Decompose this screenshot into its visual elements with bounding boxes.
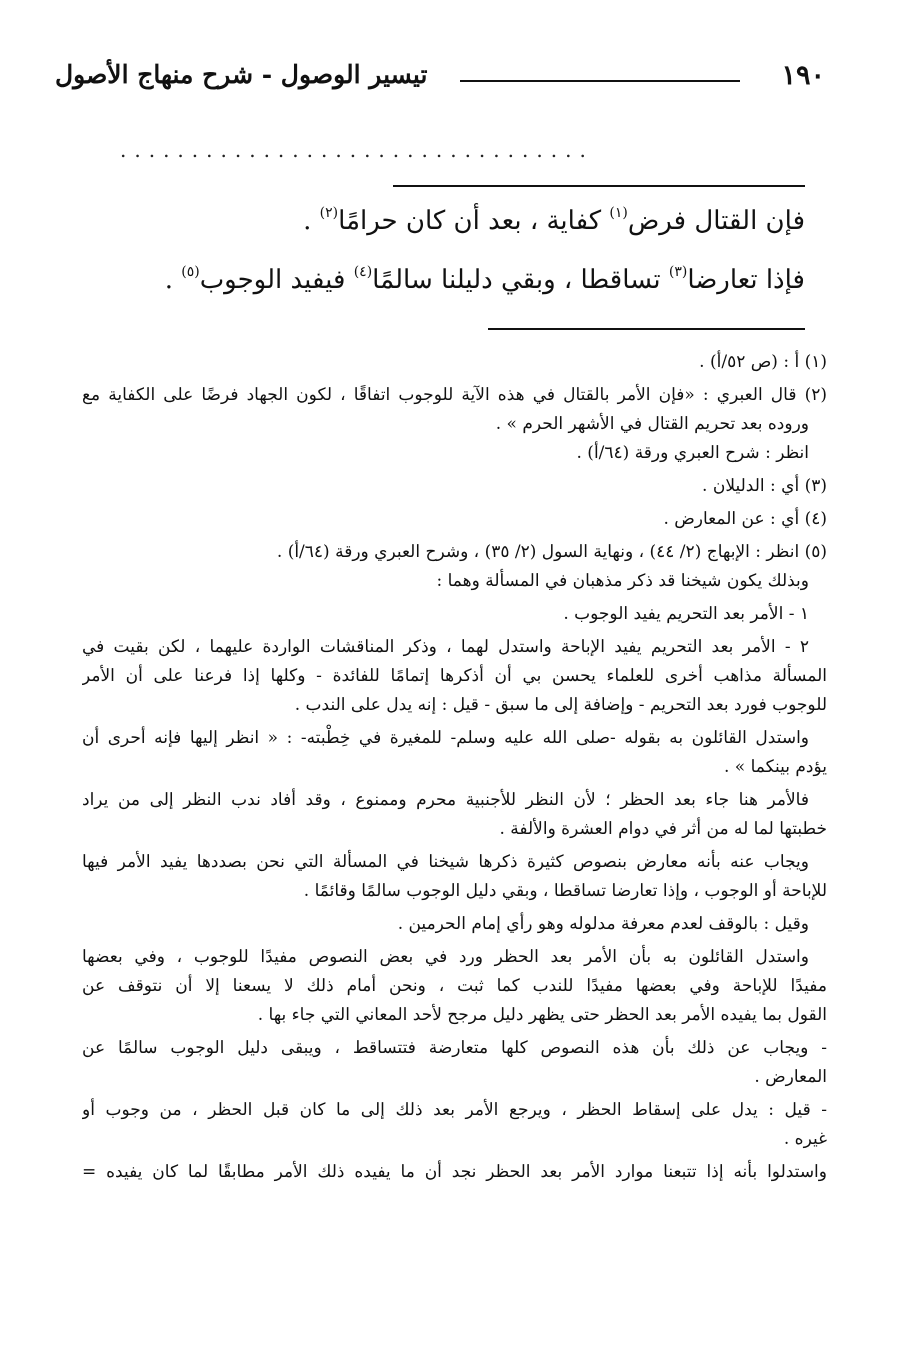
footnote-line: (٣) أي : الدليلان . (702, 476, 827, 496)
footnote-marker-4: (٤) (353, 264, 373, 280)
footnote-line: المعارض . (754, 1067, 827, 1087)
main-text-segment: . (164, 265, 182, 295)
main-text-segment: فيفيد الوجوب (199, 265, 354, 295)
main-text-line-2 (85, 264, 805, 295)
footnote-line: غيره . (783, 1129, 827, 1149)
footnote-line: ١ - الأمر بعد التحريم يفيد الوجوب . (563, 604, 809, 624)
page-header (55, 58, 825, 98)
main-text-line-1 (85, 205, 805, 236)
footnote-line: - قيل : يدل على إسقاط الحظر ، ويرجع الأمر بعد ذلك إلى ما كان قبل الحظر ، من وجوب أو (82, 1100, 827, 1120)
footnote-line: (٤) أي : عن المعارض . (663, 509, 827, 529)
footnote-line: للوجوب فورد بعد التحريم - وإضافة إلى ما سبق - قيل : إنه يدل على الندب . (294, 695, 827, 715)
main-text-segment: فإذا تعارضا (687, 265, 805, 295)
main-text-segment: كفاية ، بعد أن كان حرامًا (338, 206, 610, 236)
main-text-segment: . (303, 206, 320, 236)
page-number: ١٩٠ (781, 60, 825, 91)
footnote-line: المسألة مذاهب أخرى للعلماء يحسن بي أن أذكرها إتمامًا للفائدة - وكلها إذا فرعنا على أن الأمر (82, 666, 827, 686)
book-title: تيسير الوصول - شرح منهاج الأصول (55, 60, 428, 89)
footnote-line: فالأمر هنا جاء بعد الحظر ؛ لأن النظر للأجنبية محرم وممنوع ، وقد أفاد ندب النظر إلى من يراد (82, 790, 809, 810)
footnote-marker-2: (٢) (319, 205, 339, 221)
footnote-line: (١) أ : (ص ٥٢/أ) . (699, 352, 827, 372)
footnote-line: مفيدًا للإباحة وفي بعضها مفيدًا للندب كما ثبت ، ونحن أمام ذلك لا يسعنا إلا أن نتوقف عن (82, 976, 827, 996)
footnote-line: (٢) قال العبري : «فإن الأمر بالقتال في هذه الآية للوجوب اتفاقًا ، لكون الجهاد فرضًا على الكفاية مع (82, 385, 827, 405)
footnotes-rule (488, 328, 805, 330)
footnote-line: للإباحة أو الوجوب ، وإذا تعارضا تساقطا ، وبقي دليل الوجوب سالمًا وقائمًا . (303, 881, 827, 901)
footnote-marker-5: (٥) (181, 264, 200, 280)
footnote-line: يؤدم بينكما » . (723, 757, 827, 777)
footnote-line: خطبتها لما له من أثر في دوام العشرة والألفة . (499, 819, 827, 839)
main-text-segment: تساقطا ، وبقي دليلنا سالمًا (372, 265, 669, 295)
footnote-line: وقيل : بالوقف لعدم معرفة مدلوله وهو رأي إمام الحرمين . (397, 914, 809, 934)
footnotes (82, 348, 827, 1187)
footnote-marker-1: (١) (609, 205, 628, 221)
footnote-line: واستدلوا بأنه إذا تتبعنا موارد الأمر بعد الحظر نجد أن ما يفيده ذلك الأمر مطابقًا لما كان يفيده = (82, 1162, 827, 1182)
footnote-marker-3: (٣) (668, 264, 688, 280)
footnote-line: واستدل القائلون به بأن الأمر بعد الحظر ورد في بعض النصوص مفيدًا للوجوب ، وفي بعضها (82, 947, 809, 967)
footnote-line: وروده بعد تحريم القتال في الأشهر الحرم » . (495, 414, 809, 434)
separator-dots: ................................. (120, 138, 594, 162)
footnote-line: (٥) انظر : الإبهاج (٢/ ٤٤) ، ونهاية السول (٢/ ٣٥) ، وشرح العبري ورقة (٦٤/أ) . (276, 542, 827, 562)
footnote-line: - ويجاب عن ذلك بأن هذه النصوص كلها متعارضة فتتساقط ، ويبقى دليل الوجوب سالمًا عن (82, 1038, 827, 1058)
footnote-line: ٢ - الأمر بعد التحريم يفيد الإباحة واستدل لهما ، وذكر المناقشات الواردة عليهما ، لكن بقيت في (82, 637, 809, 657)
footnote-line: انظر : شرح العبري ورقة (٦٤/أ) . (576, 443, 809, 463)
header-rule (460, 80, 740, 82)
footnote-line: وبذلك يكون شيخنا قد ذكر مذهبان في المسألة وهما : (436, 571, 809, 591)
footnote-line: واستدل القائلون به بقوله -صلى الله عليه وسلم- للمغيرة في خِطْبته- : « انظر إليها فإنه أحرى أن (82, 728, 809, 748)
footnote-line: القول بما يفيده الأمر بعد الحظر حتى يظهر دليل مرجح لأحد المعاني التي جاء بها . (257, 1005, 827, 1025)
main-text-segment: فإن القتال فرض (627, 206, 805, 236)
footnote-line: ويجاب عنه بأنه معارض بنصوص كثيرة ذكرها شيخنا في المسألة التي نحن بصددها يفيد الأمر فيها (82, 852, 809, 872)
main-text-top-rule (393, 185, 805, 187)
